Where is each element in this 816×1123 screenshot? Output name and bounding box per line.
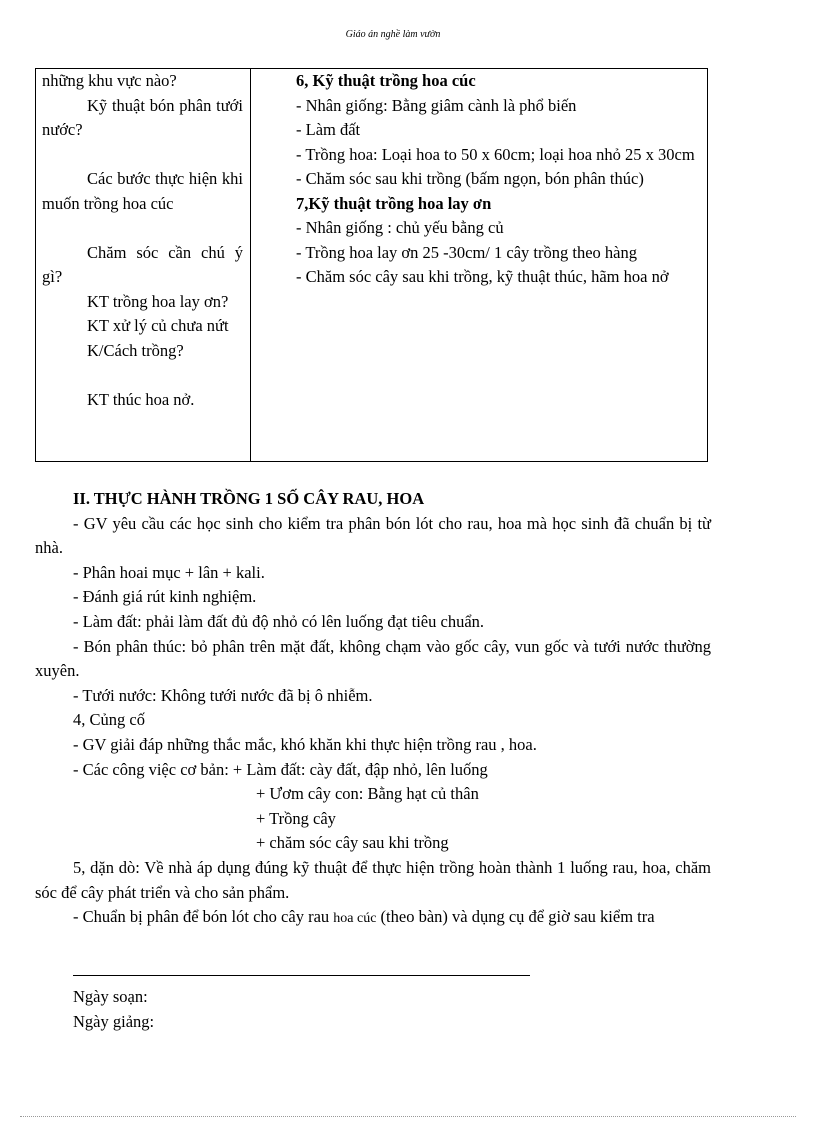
- date-block: [73, 985, 154, 1034]
- section-heading: 7,Kỹ thuật trồng hoa lay ơn: [296, 193, 492, 213]
- paragraph: - Đánh giá rút kinh nghiệm.: [73, 587, 257, 607]
- content-line: - Làm đất: [296, 120, 361, 139]
- paragraph: - Bón phân thúc: bỏ phân trên mặt đất, không chạm vào gốc cây, vun gốc và tưới nước thường xuyên.: [35, 636, 711, 681]
- section-title: II. THỰC HÀNH TRỒNG 1 SỐ CÂY RAU, HOA: [73, 489, 425, 508]
- divider: [73, 975, 530, 976]
- paragraph: - Phân hoai mục + lân + kali.: [73, 562, 265, 582]
- paragraph: - GV giải đáp những thắc mắc, khó khăn khi thực hiện trồng rau , hoa.: [73, 734, 537, 754]
- question-text: Các bước thực hiện khi muốn trồng hoa cúc: [42, 169, 243, 213]
- question-text: KT xử lý củ chưa nứt: [87, 316, 229, 335]
- paragraph: - Các công việc cơ bản: + Làm đất: cày đất, đập nhỏ, lên luống: [73, 759, 488, 779]
- content-line: - Chăm sóc sau khi trồng (bấm ngọn, bón phân thúc): [296, 169, 644, 188]
- question-text: K/Cách trồng?: [87, 340, 184, 360]
- prep-date-label: Ngày soạn:: [73, 987, 148, 1006]
- content-line: - Nhân giống: Bằng giâm cành là phổ biến: [296, 95, 577, 115]
- paragraph: + Trồng cây: [256, 808, 336, 828]
- paragraph: 4, Củng cố: [73, 710, 145, 730]
- paragraph: + Ươm cây con: Bằng hạt củ thân: [256, 784, 479, 804]
- question-text: KT thúc hoa nở.: [87, 389, 195, 409]
- section-heading: 6, Kỹ thuật trồng hoa cúc: [296, 71, 476, 90]
- teach-date-label: Ngày giảng:: [73, 1011, 155, 1031]
- question-text: KT trồng hoa lay ơn?: [87, 291, 229, 311]
- paragraph: 5, dặn dò: Về nhà áp dụng đúng kỹ thuật để thực hiện trồng hoàn thành 1 luống rau, hoa, chăm sóc để cây phát triển và cho sản phẩm.: [35, 857, 711, 902]
- content-line: - Trồng hoa: Loại hoa to 50 x 60cm; loại hoa nhỏ 25 x 30cm: [296, 144, 695, 164]
- content-line: - Chăm sóc cây sau khi trồng, kỹ thuật thúc, hãm hoa nở: [296, 267, 669, 286]
- paragraph: [35, 905, 711, 932]
- paragraph: - GV yêu cầu các học sinh cho kiểm tra phân bón lót cho rau, hoa mà học sinh đã chuẩn bị từ nhà.: [35, 513, 711, 558]
- text-run: (theo bàn) và dụng cụ để giờ sau kiểm tra: [380, 907, 655, 927]
- paragraph: + chăm sóc cây sau khi trồng: [256, 833, 449, 853]
- text-run: - Chuẩn bị phân để bón lót cho cây rau: [73, 907, 330, 927]
- text-run: hoa cúc: [333, 911, 377, 927]
- paragraph: - Tưới nước: Không tưới nước đã bị ô nhiễm.: [73, 685, 373, 705]
- content-column: [251, 69, 708, 462]
- page-header: Giáo án nghề làm vườn: [345, 29, 441, 40]
- questions-column: [36, 69, 251, 462]
- content-line: - Nhân giống : chủ yếu bằng củ: [296, 218, 504, 237]
- practice-section: [35, 487, 711, 932]
- question-text: Kỹ thuật bón phân tưới nước?: [42, 95, 243, 139]
- page-bottom-border: [20, 1116, 796, 1117]
- lesson-table: [35, 68, 708, 462]
- question-text: những khu vực nào?: [42, 71, 177, 90]
- content-line: - Trồng hoa lay ơn 25 -30cm/ 1 cây trồng theo hàng: [296, 242, 637, 262]
- question-text: Chăm sóc cần chú ý gì?: [42, 242, 243, 286]
- paragraph: - Làm đất: phải làm đất đủ độ nhỏ có lên luống đạt tiêu chuẩn.: [73, 611, 485, 631]
